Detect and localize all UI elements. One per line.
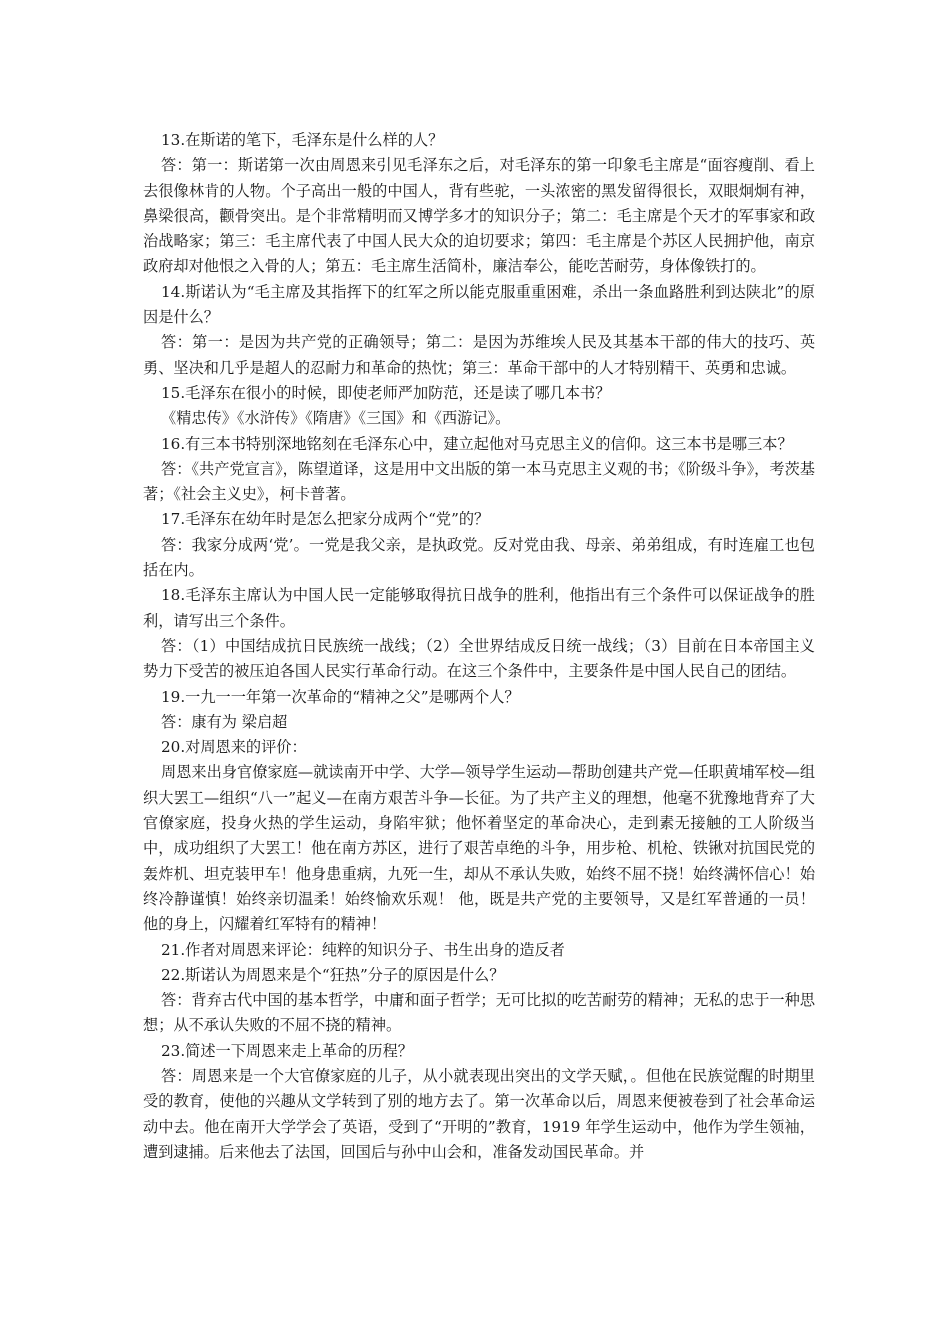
answer-22: 答：背弃古代中国的基本哲学，中庸和面子哲学；无可比拟的吃苦耐劳的精神；无私的忠于一种思想；从不承认失败的不屈不挠的精神。 <box>143 991 815 1035</box>
answer-20: 周恩来出身官僚家庭—就读南开中学、大学—领导学生运动—帮助创建共产党—任职黄埔军校—组织大罢工—组织“八一”起义—在南方艰苦斗争—长征。为了共产主义的理想，他毫不犹豫地背弃了大官僚家庭，投身火热的学生运动，身陷牢狱；他怀着坚定的革命决心，走到素无接触的工人阶级当中，成功组织了大罢工！他在南方苏区，进行了艰苦卓绝的斗争，用步枪、机枪、铁锹对抗国民党的轰炸机、坦克装甲车！他身患重病，九死一生，却从不承认失败，始终不屈不挠！始终满怀信心！始终冷静谨慎！始终亲切温柔！始终愉欢乐观！ 他，既是共产党的主要领导，又是红军普通的一员！他的身上，闪耀着红军特有的精神！ <box>143 763 815 934</box>
question-21: 21.作者对周恩来评论：纯粹的知识分子、书生出身的造反者 <box>161 940 565 959</box>
answer-14: 答：第一：是因为共产党的正确领导；第二：是因为苏维埃人民及其基本干部的伟大的技巧、英勇、坚决和几乎是超人的忍耐力和革命的热忱；第三：革命干部中的人才特别精干、英勇和忠诚。 <box>143 333 815 377</box>
question-18: 18.毛泽东主席认为中国人民一定能够取得抗日战争的胜利，他指出有三个条件可以保证战争的胜利，请写出三个条件。 <box>143 586 815 630</box>
answer-18: 答：（1）中国结成抗日民族统一战线；（2）全世界结成反日统一战线；（3）目前在日本帝国主义势力下受苦的被压迫各国人民实行革命行动。在这三个条件中，主要条件是中国人民自己的团结。 <box>143 636 815 681</box>
question-13: 13.在斯诺的笔下，毛泽东是什么样的人？ <box>161 131 444 149</box>
question-15: 15.毛泽东在很小的时候，即使老师严加防范，还是读了哪几本书？ <box>161 383 611 402</box>
question-22: 22.斯诺认为周恩来是个“狂热”分子的原因是什么？ <box>161 965 505 984</box>
answer-23: 答：周恩来是一个大官僚家庭的儿子，从小就表现出突出的文学天赋，。但他在民族觉醒的时期里受的教育，使他的兴趣从文学转到了别的地方去了。第一次革命以后，周恩来便被卷到了社会革命运动中去。他在南开大学学会了英语，受到了“开明的”教育，1919 年学生运动中，他作为学生领袖，遭到逮捕。后来他去了法国，回国后与孙中山会和，准备发动国民革命。并 <box>143 1066 815 1161</box>
answer-13: 答：第一：斯诺第一次由周恩来引见毛泽东之后，对毛泽东的第一印象毛主席是“面容瘦削、看上去很像林肯的人物。个子高出一般的中国人，背有些驼，一头浓密的黑发留得很长，双眼炯炯有神，鼻梁很高，颧骨突出。是个非常精明而又博学多才的知识分子；第二：毛主席是个天才的军事家和政治战略家；第三：毛主席代表了中国人民大众的迫切要求；第四：毛主席是个苏区人民拥护他，南京政府却对他恨之入骨的人；第五：毛主席生活简朴，廉洁奉公，能吃苦耐劳，身体像铁打的。 <box>143 156 815 276</box>
document-page <box>143 128 815 1165</box>
question-19: 19.一九一一年第一次革命的“精神之父”是哪两个人？ <box>161 687 520 706</box>
answer-17: 答：我家分成两‘党’。一党是我父亲，是执政党。反对党由我、母亲、弟弟组成，有时连雇工也包括在内。 <box>143 535 815 580</box>
question-17: 17.毛泽东在幼年时是怎么把家分成两个“党”的？ <box>161 510 490 529</box>
question-23: 23.简述一下周恩来走上革命的历程？ <box>161 1041 413 1060</box>
answer-19: 答：康有为 梁启超 <box>161 712 288 731</box>
answer-15: 《精忠传》《水浒传》《隋唐》《三国》和《西游记》。 <box>161 409 511 428</box>
question-16: 16.有三本书特别深地铭刻在毛泽东心中，建立起他对马克思主义的信仰。这三本书是哪三本？ <box>161 434 793 453</box>
answer-16: 答：《共产党宣言》，陈望道译，这是用中文出版的第一本马克思主义观的书；《阶级斗争》，考茨基著；《社会主义史》，柯卡普著。 <box>143 459 815 504</box>
question-20: 20.对周恩来的评价： <box>161 738 307 757</box>
question-14: 14.斯诺认为“毛主席及其指挥下的红军之所以能克服重重困难，杀出一条血路胜利到达陕北”的原因是什么？ <box>143 282 815 327</box>
